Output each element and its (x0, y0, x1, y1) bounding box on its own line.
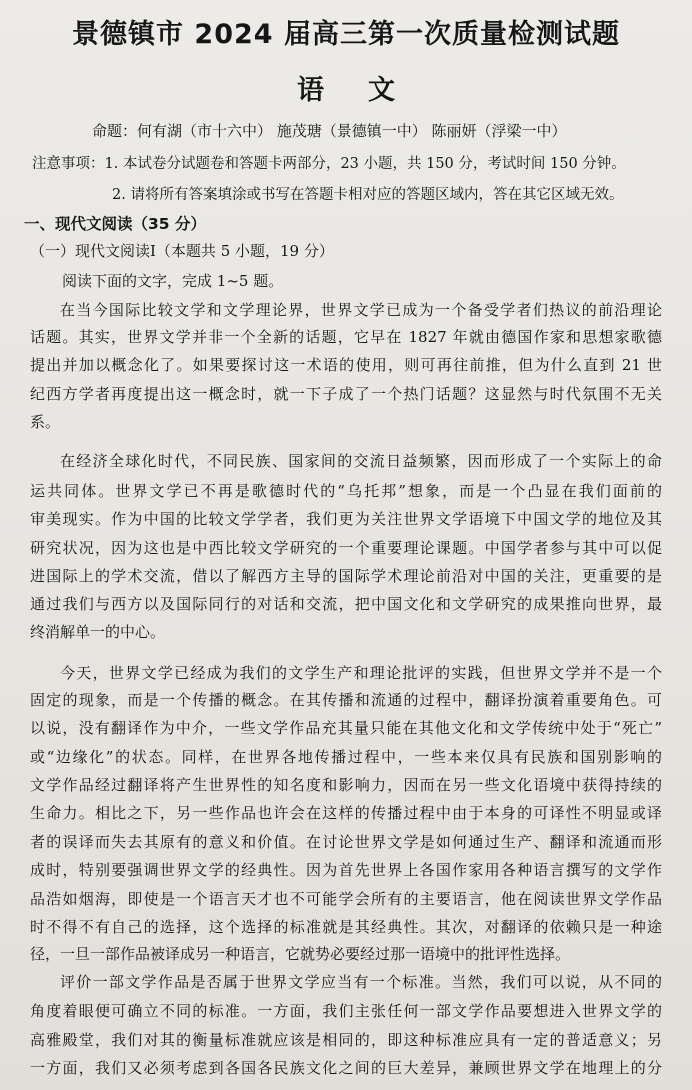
passage-line: 径，一旦一部作品被译成另一种语言，它就势必要经过那一语境中的批评性选择。 (30, 945, 571, 963)
passage-line: 话题。其实，世界文学并非一个全新的话题，它早在 1827 年就由德国作家和思想家歌德 (30, 328, 662, 346)
passage-line: 一方面，我们又必须考虑到各国各民族文化之间的巨大差异，兼顾世界文学在地理上的分 (30, 1059, 662, 1077)
section-heading: 一、现代文阅读（35 分） (24, 215, 206, 233)
passage-line: 通过我们与西方以及国际同行的对话和交流，把中国文化和文学研究的成果推向世界，最 (30, 595, 662, 613)
passage-line: 终消解单一的中心。 (30, 623, 166, 641)
notice-line-1: 注意事项：1. 本试卷分试题卷和答题卡两部分，23 小题，共 150 分，考试时间 150 分钟。 (32, 156, 626, 172)
passage-line: 纪西方学者再度提出这一概念时，就一下子成了一个热门话题？这显然与时代氛围不无关 (30, 385, 662, 403)
passage-line: 系。 (30, 413, 61, 431)
passage-line: 成时，特别要强调世界文学的经典性。因为首先世界上各国作家用各种语言撰写的文学作 (30, 861, 662, 879)
reading-instruction: 阅读下面的文字，完成 1~5 题。 (62, 272, 284, 290)
passage-line: 进国际上的学术交流，借以了解西方主导的国际学术理论前沿对中国的关注，更重要的是 (30, 567, 662, 585)
passage-line: 或“边缘化”的状态。同样，在世界各地传播过程中，一些本来仅具有民族和国别影响的 (30, 748, 662, 766)
subsection-heading: （一）现代文阅读Ⅰ（本题共 5 小题，19 分） (30, 242, 334, 260)
passage-line: 今天，世界文学已经成为我们的文学生产和理论批评的实践，但世界文学并不是一个 (60, 664, 662, 682)
passage-line: 时不得不有自己的选择，这个选择的标准就是其经典性。其次，对翻译的依赖只是一种途 (30, 918, 662, 936)
passage-line: 固定的现象，而是一个传播的概念。在其传播和流通的过程中，翻译扮演着重要角色。可 (30, 691, 662, 709)
passage-line: 以说，没有翻译作为中介，一些文学作品充其量只能在其他文化和文学传统中处于“死亡” (30, 719, 662, 737)
passage-line: 高雅殿堂，我们对其的衡量标准就应该是相同的，即这种标准应具有一定的普适意义；另 (30, 1031, 662, 1049)
exam-title: 景德镇市 2024 届高三第一次质量检测试题 (72, 19, 620, 50)
passage-line: 在当今国际比较文学和文学理论界，世界文学已成为一个备受学者们热议的前沿理论 (60, 301, 662, 319)
passage-line: 生命力。相比之下，另一些作品也许会在这样的传播过程中由于本身的可译性不明显或译 (30, 804, 662, 822)
passage-line: 评价一部文学作品是否属于世界文学应当有一个标准。当然，我们可以说，从不同的 (60, 973, 662, 991)
passage-line: 角度着眼便可确立不同的标准。一方面，我们主张任何一部文学作品要想进入世界文学的 (30, 1002, 662, 1020)
passage-line: 文学作品经过翻译将产生世界性的知名度和影响力，因而在另一些文化语境中获得持续的 (30, 776, 662, 794)
passage-line: 在经济全球化时代，不同民族、国家间的交流日益频繁，因而形成了一个实际上的命 (60, 452, 662, 470)
notice-line-2: 2. 请将所有答案填涂或书写在答题卡相对应的答题区域内，答在其它区域无效。 (112, 187, 624, 203)
authors-line: 命题：何有湖（市十六中） 施茂瑭（景德镇一中） 陈丽妍（浮梁一中） (92, 122, 567, 140)
passage-line: 提出并加以概念化了。如果要探讨这一术语的使用，则可再往前推，但为什么直到 21 世 (30, 356, 662, 374)
subject-heading: 语文 (297, 75, 439, 106)
passage-line: 审美现实。作为中国的比较文学学者，我们更为关注世界文学语境下中国文学的地位及其 (30, 510, 662, 528)
passage-line: 运共同体。世界文学已不再是歌德时代的“乌托邦”想象，而是一个凸显在我们面前的 (30, 482, 662, 500)
passage-line: 品浩如烟海，即使是一个语言天才也不可能学会所有的主要语言，他在阅读世界文学作品 (30, 890, 662, 908)
passage-line: 研究状况，因为这也是中西比较文学研究的一个重要理论课题。中国学者参与其中可以促 (30, 539, 662, 557)
passage-line: 者的误译而失去其原有的意义和价值。在讨论世界文学是如何通过生产、翻译和流通而形 (30, 833, 662, 851)
